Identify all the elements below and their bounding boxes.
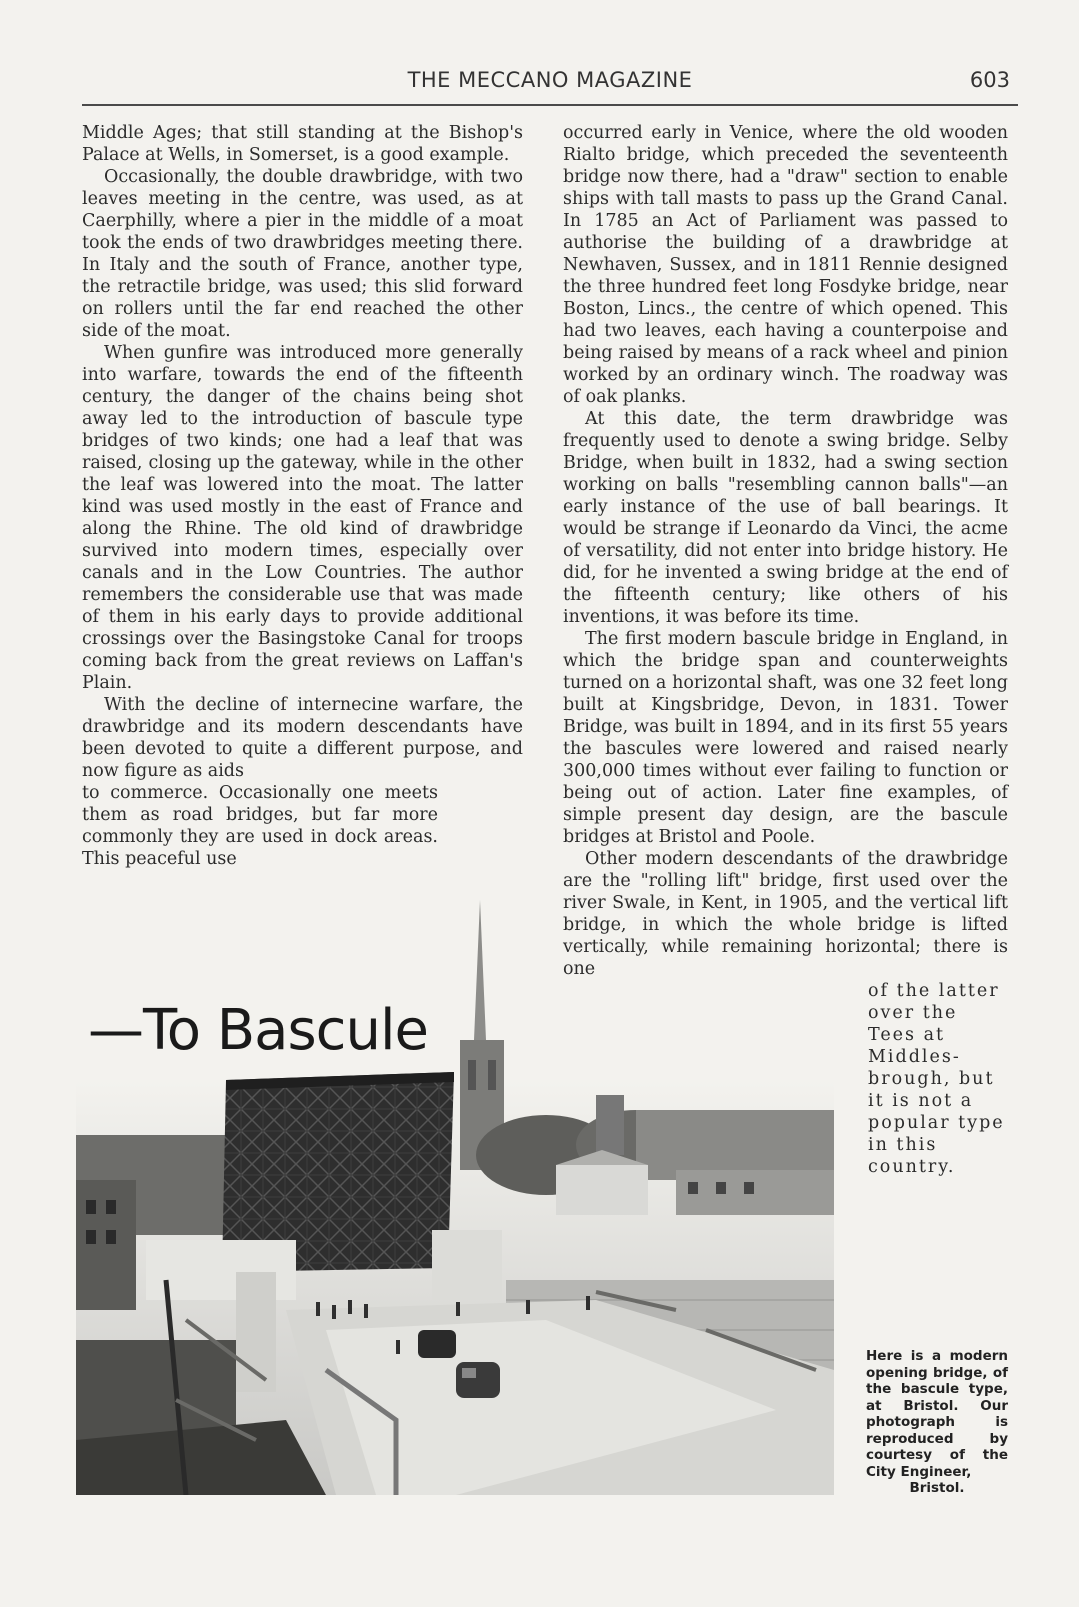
header-rule — [82, 104, 1018, 106]
article-headline: —To Bascule — [88, 998, 428, 1063]
paragraph: With the decline of internecine warfare, the drawbridge and its modern descendants have been devoted to quite a different purpose, and now figure as aids — [82, 695, 523, 781]
paragraph: Other modern descendants of the drawbridge are the "rolling lift" bridge, first used over the river Swale, in Kent, in 1905, and the vertical lift bridge, in which the whole bridge is lifted vertically, while remaining horizontal; there is one — [563, 849, 1008, 979]
caption-text-last: Bristol. — [909, 1480, 965, 1496]
page-number: 603 — [969, 68, 1010, 92]
caption-text: Here is a modern opening bridge, of the bascule type, at Bristol. Our photograph is reproduced by courtesy of the City Engineer, — [866, 1348, 1008, 1480]
paragraph: The first modern bascule bridge in England, in which the bridge span and counterweights turned on a horizontal shaft, was one 32 feet long built at Kingsbridge, Devon, in 1831. Tower Bridge, was built in 1894, and in its first 55 years the bascules were lowered and raised nearly 300,000 times without ever failing to function or being out of action. Later fine examples, of simple present day design, are the bascule bridges at Bristol and Poole. — [563, 629, 1008, 847]
page-header — [82, 68, 1018, 102]
photo-caption — [866, 1348, 1008, 1497]
paragraph: occurred early in Venice, where the old wooden Rialto bridge, which preceded the seventeenth bridge now there, had a "draw" section to enable ships with tall masts to pass up the Grand Canal. In 1785 an Act of Parliament was passed to authorise the building of a drawbridge at Newhaven, Sussex, and in 1811 Rennie designed the three hundred feet long Fosdyke bridge, near Boston, Lincs., the centre of which opened. This had two leaves, each having a counterpoise and being raised by means of a rack wheel and pinion worked by an ordinary winch. The roadway was of oak planks. — [563, 123, 1008, 407]
bascule-bridge-photo — [76, 900, 834, 1495]
paragraph: At this date, the term drawbridge was frequently used to denote a swing bridge. Selby Bridge, when built in 1832, had a swing section working on balls "resembling cannon balls"—an early instance of the use of ball bearings. It would be strange if Leonardo da Vinci, the acme of versatility, did not enter into bridge history. He did, for he invented a swing bridge at the end of the fifteenth century; like others of his inventions, it was before its time. — [563, 409, 1008, 627]
paragraph: Occasionally, the double drawbridge, with two leaves meeting in the centre, was used, as at Caerphilly, where a pier in the middle of a moat took the ends of two drawbridges meeting there. In Italy and the south of France, another type, the retractile bridge, was used; this slid forward on rollers until the far end reached the other side of the moat. — [82, 167, 523, 341]
magazine-title: THE MECCANO MAGAZINE — [407, 68, 693, 92]
text-column-left — [82, 122, 523, 870]
paragraph-continued: of the latter over the Tees at Middles-brough, but it is not a popular type in this country. — [868, 981, 1005, 1177]
paragraph: Middle Ages; that still standing at the Bishop's Palace at Wells, in Somerset, is a good example. — [82, 123, 523, 165]
paragraph: When gunfire was introduced more generally into warfare, towards the end of the fifteenth century, the danger of the chains being shot away led to the introduction of bascule type bridges of two kinds; one had a leaf that was raised, closing up the gateway, while in the other the leaf was lowered into the moat. The latter kind was used mostly in the east of France and along the Rhine. The old kind of drawbridge survived into modern times, especially over canals and in the Low Countries. The author remembers the considerable use that was made of them in his early days to provide additional crossings over the Basingstoke Canal for troops coming back from the great reviews on Laffan's Plain. — [82, 343, 523, 693]
paragraph-continued: to commerce. Occasionally one meets them as road bridges, but far more commonly they are used in dock areas. This peaceful use — [82, 783, 438, 869]
